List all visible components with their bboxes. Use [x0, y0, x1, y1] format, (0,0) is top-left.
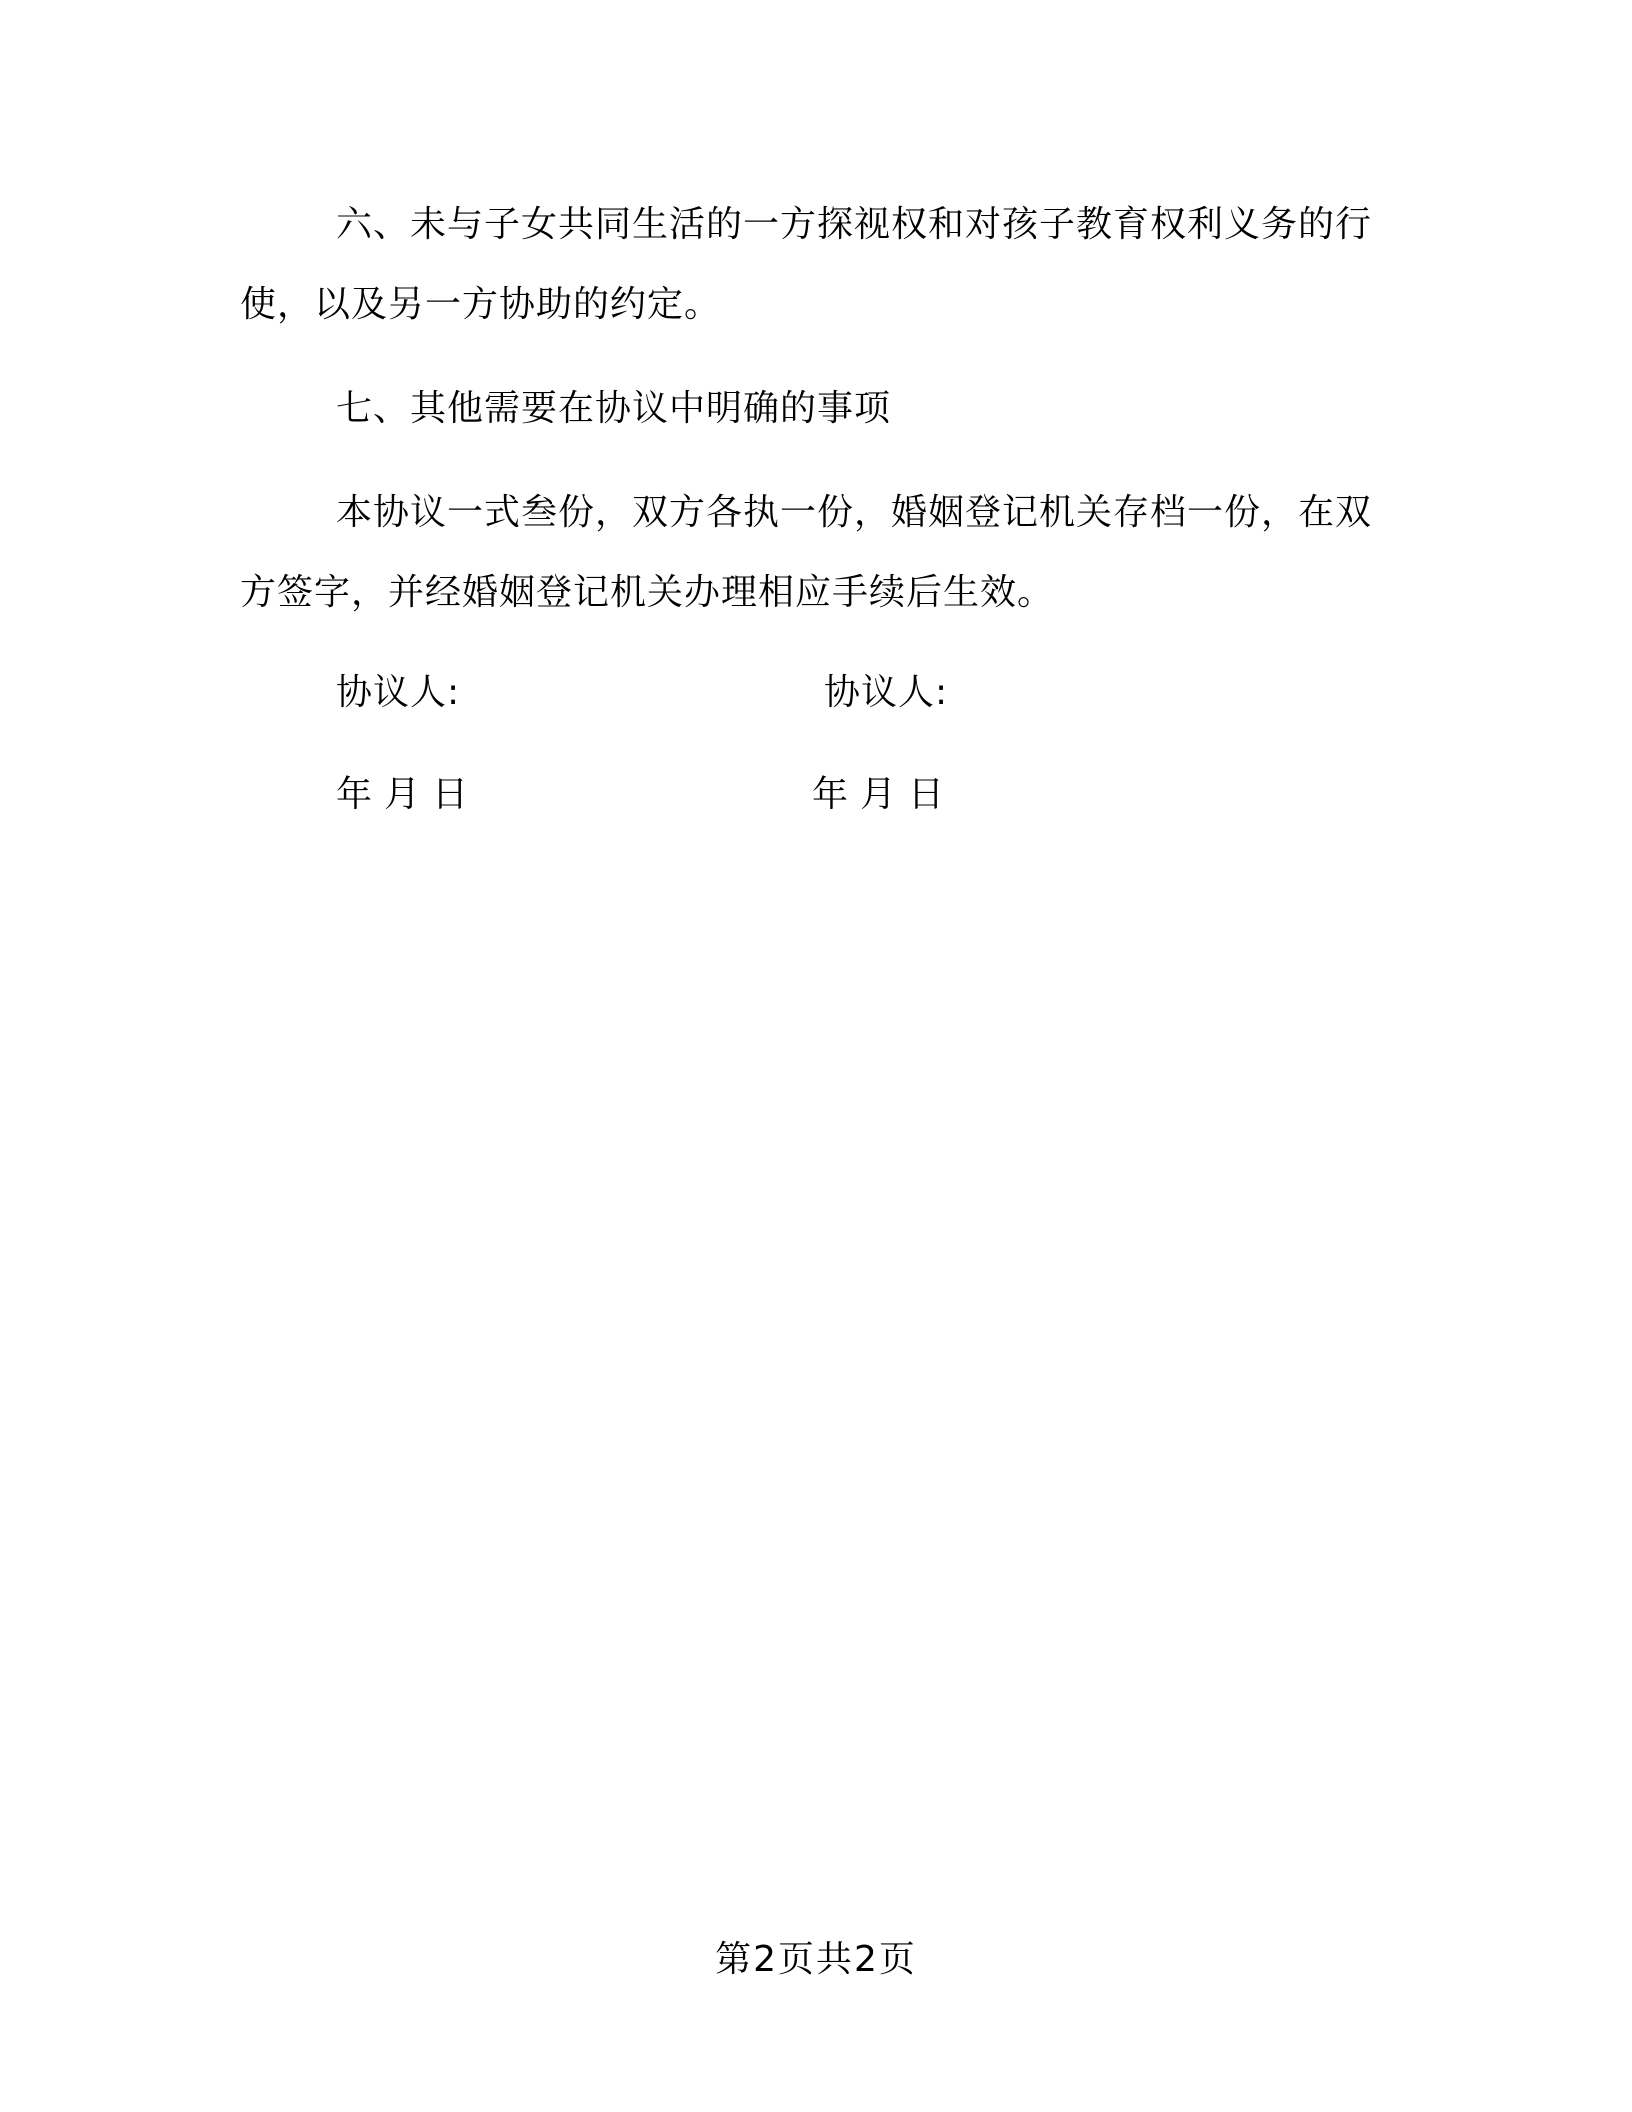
right-party-label: 协议人: [824, 672, 949, 713]
right-date: 年月日 [812, 774, 957, 815]
page-number-footer: 第2页共2页 [715, 1939, 917, 1980]
document-body [240, 185, 1380, 835]
date-row [240, 755, 1380, 835]
clause-six-paragraph: 六、未与子女共同生活的一方探视权和对孩子教育权利义务的行使，以及另一方协助的约定。 [240, 204, 1373, 325]
clause-seven-paragraph: 七、其他需要在协议中明确的事项 [336, 388, 892, 429]
signature-row [240, 653, 1380, 733]
left-party-label: 协议人: [336, 672, 461, 713]
left-date: 年月日 [336, 774, 481, 815]
effectiveness-paragraph: 本协议一式叁份，双方各执一份，婚姻登记机关存档一份，在双方签字，并经婚姻登记机关办理相应手续后生效。 [240, 492, 1373, 613]
